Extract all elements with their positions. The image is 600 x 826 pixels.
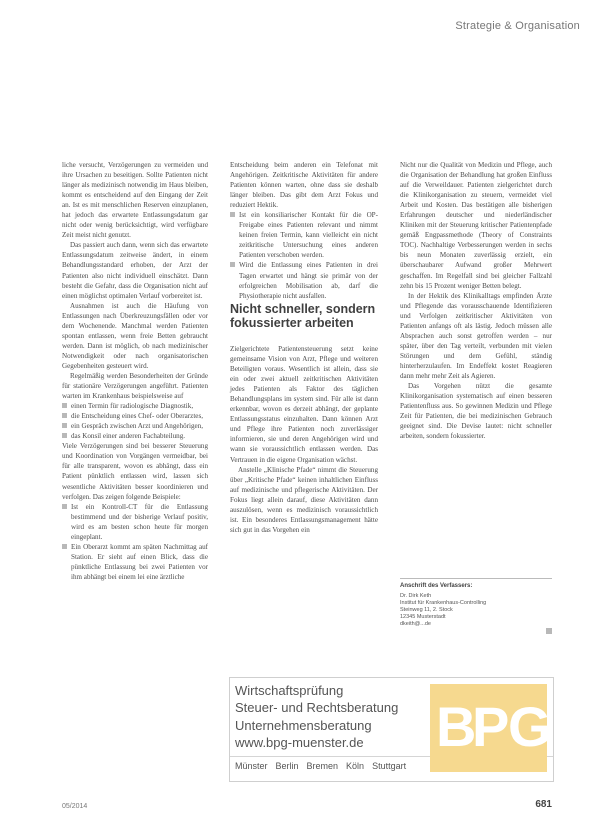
text-column-1 — [62, 160, 208, 582]
author-line: Steinweg 11, 2. Stock — [400, 607, 453, 613]
logo-letter-p: P — [472, 695, 510, 758]
text-column-2-bottom — [230, 344, 378, 535]
author-box — [400, 578, 552, 628]
bullet-item: Ein Oberarzt kommt am späten Nachmittag auf Station. Er sieht auf einen Blick, dass die pünktliche Entlassung bei zwei Patienten vor ihm abhängt bei einem lei eine ärztliche — [62, 542, 208, 582]
bullet-item: Ist ein Kontroll-CT für die Entlassung bestimmend und der bisherige Verlauf positiv, wird es am besten schon heute für morgen eingeplant. — [62, 502, 208, 542]
paragraph: Entscheidung beim anderen ein Telefonat mit Angehörigen. Zeitkritische Aktivitäten für andere Patienten können warten, ohne dass sie deshalb länger bleiben. Das gibt dem Arzt Fokus und reduziert Hektik. — [230, 161, 378, 210]
paragraph: Regelmäßig werden Besonderheiten der Gründe für stationäre Verzögerungen angeführt. Patienten warten im Krankenhaus beispielsweise auf — [62, 371, 208, 401]
bullet-item: Wird die Entlassung eines Patienten in drei Tagen erwartet und hängt sie primär von der erfolgreichen Mobilisation ab, darf die Physiotherapie nicht ausfallen. — [230, 260, 378, 300]
ad-cities — [235, 761, 414, 771]
ad-city: Bremen — [306, 761, 339, 771]
author-line: Dr. Dirk Keth — [400, 593, 432, 599]
paragraph: Anstelle „Klinische Pfade“ nimmt die Steuerung über „Kritische Pfade“ keinen inhaltlichen Einfluss auf medizinische und pflegerische Aktivitäten. Der Fokus liegt allein darauf, diese Aktivitäten dann auszulösen, wenn es medizinisch voraussichtlich ist. Ein besonderes Entlassungsmanagement hätte sich gut in das Vorgehen ein — [230, 465, 378, 534]
bullet-item: ein Gespräch zwischen Arzt und Angehörigen, — [62, 421, 208, 431]
page-number: 681 — [535, 799, 552, 810]
paragraph: Das passiert auch dann, wenn sich das erwartete Entlassungsdatum zeitweise ändert, in einem Behandlungsstandard erhoben, der Arzt der Patienten also nicht individuell einschätzt. Dann besteht die Gefahr, dass die Organisation nicht auf einen möglichst optimalen Verlauf vorbereitet ist. — [62, 241, 208, 300]
ad-city: Stuttgart — [372, 761, 407, 771]
ad-city: Berlin — [275, 761, 299, 771]
ad-city: Köln — [346, 761, 365, 771]
ad-line-2: Steuer- und Rechtsberatung — [235, 700, 399, 715]
bullet-item: einen Termin für radiologische Diagnostik, — [62, 401, 208, 411]
text-column-2-top — [230, 160, 378, 301]
section-heading: Nicht schneller, sondern fokussierter arbeiten — [230, 302, 376, 330]
author-line: 12345 Musterstadt — [400, 614, 446, 620]
end-mark-icon — [546, 628, 552, 634]
logo-letter-b: B — [436, 695, 477, 758]
logo-letter-g: G — [508, 695, 552, 758]
paragraph: liche versucht, Verzögerungen zu vermeiden und ihre Ursachen zu beseitigen. Sollte Patienten nicht länger als medizinisch notwendig im Haus bleiben, kommt es entscheidend auf den Eingang der Zeit an. Ist es mit menschlichen Reserven einzuplanen, hat jedoch das erwartete Entlassungsdatum gar nicht oder wenig berücksichtigt, wird verfügbare Zeit meist nicht genutzt. — [62, 161, 208, 240]
ad-line-3: Unternehmensberatung — [235, 718, 372, 733]
paragraph: Zielgerichtete Patientensteuerung setzt keine gemeinsame Vision von Arzt, Pflege und weiteren Beteiligten voraus. Wesentlich ist allein, dass sie ein oder zwei aktuell zeitkritischen Aktivitäten jedes Patienten als Faktor des täglichen Behandlungsplans im system sind. Für alle ist dann erkennbar, wovon es derzeit abhängt, der geplante Entlassungsstatus einzuhalten. Dann können Arzt und Pflege ihre Patienten noch zuverlässiger informieren, sie und deren Angehörigen wird und wann sie voraussichtlich entlassen werden. Das Vertrauen in die eigene Organisation wächst. — [230, 345, 378, 464]
ad-line-1: Wirtschaftsprüfung — [235, 683, 344, 698]
issue-number: 05/2014 — [62, 803, 88, 810]
text-column-3 — [400, 160, 552, 441]
paragraph: Viele Verzögerungen sind bei besserer Steuerung und Koordination von Vorgängen vermeidbar, bei für alle transparent, wovon es abhängt, dass ein Patient pünktlich entlassen wird, lassen sich wesentliche Aktivitäten besser koordinieren und verfolgen. Das zeigen folgende Beispiele: — [62, 442, 208, 501]
advertisement — [229, 677, 554, 782]
ad-website: www.bpg-muenster.de — [235, 735, 364, 750]
paragraph: Das Vorgehen nützt die gesamte Klinikorganisation systematisch auf einen besseren Patientenfluss aus. So gewinnen Medizin und Pflege Zeit für Patienten, die bei medizinischen Gebrauch geeignet sind. Die Devise lautet: nicht schneller arbeiten, sondern fokussierter. — [400, 382, 552, 441]
paragraph: In der Hektik des Klinikalltags empfinden Ärzte und Pflegende das vorausschauende Identifizieren und Verfolgen zeitkritischer Aktivitäten von Patienten anfangs oft als lästig. Jedoch müssen alle Absprachen auch sonst getroffen werden – nur später, über den Tag verteilt, verbunden mit vielen Störungen und dem Gefühl, ständig hinterherzulaufen. Im Endeffekt kostet Reagieren dann mehr mehr Zeit als Agieren. — [400, 291, 552, 380]
bpg-logo — [430, 684, 552, 772]
bullet-item: Ist ein konsiliarischer Kontakt für die OP-Freigabe eines Patienten relevant und nimmt keinen freien Termin, kann vielleicht ein nicht zeitkritische Untersuchung eines anderen Patienten verschoben werden. — [230, 210, 378, 260]
author-address — [400, 593, 552, 628]
section-title: Strategie & Organisation — [455, 20, 580, 32]
author-heading: Anschrift des Verfassers: — [400, 583, 473, 589]
paragraph: Ausnahmen ist auch die Häufung von Entlassungen nach Überkreuzungsfällen oder vor dem Wochenende. Manchmal werden Patienten spontan entlassen, wenn freie Betten gebraucht werden. Dann ist möglich, ob nach medizinischer Notwendigkeit oder nach organisatorischen Gegebenheiten gesteuert wird. — [62, 301, 208, 370]
bullet-item: das Konsil einer anderen Fachabteilung. — [62, 431, 208, 441]
author-line: Institut für Krankenhaus-Controlling — [400, 600, 487, 606]
author-line: dkeith@...de — [400, 621, 431, 627]
bullet-item: die Entscheidung eines Chef- oder Oberarztes, — [62, 411, 208, 421]
ad-city: Münster — [235, 761, 268, 771]
paragraph: Nicht nur die Qualität von Medizin und Pflege, auch die Organisation der Behandlung hat großen Einfluss auf die Verweildauer. Patienten zielgerichtet durch die Klinikorganisation zu steuern, vermeidet viel Arbeit und Kosten. Das bestätigen alle bisherigen Erfahrungen deutscher und niederländischer Kliniken mit der Steuerung kritischer Patientenpfade gemäß Engpassmethode (Theory of Constraints TOC). Nachhaltige Verbesserungen werden in sechs bis neun Monaten zuverlässig erzielt, ein überschaubarer Aufwand großer Mehrwert geschaffen. Im Regelfall sind bei gleicher Fallzahl zehn bis 15 Prozent weniger Betten belegt. — [400, 161, 552, 290]
